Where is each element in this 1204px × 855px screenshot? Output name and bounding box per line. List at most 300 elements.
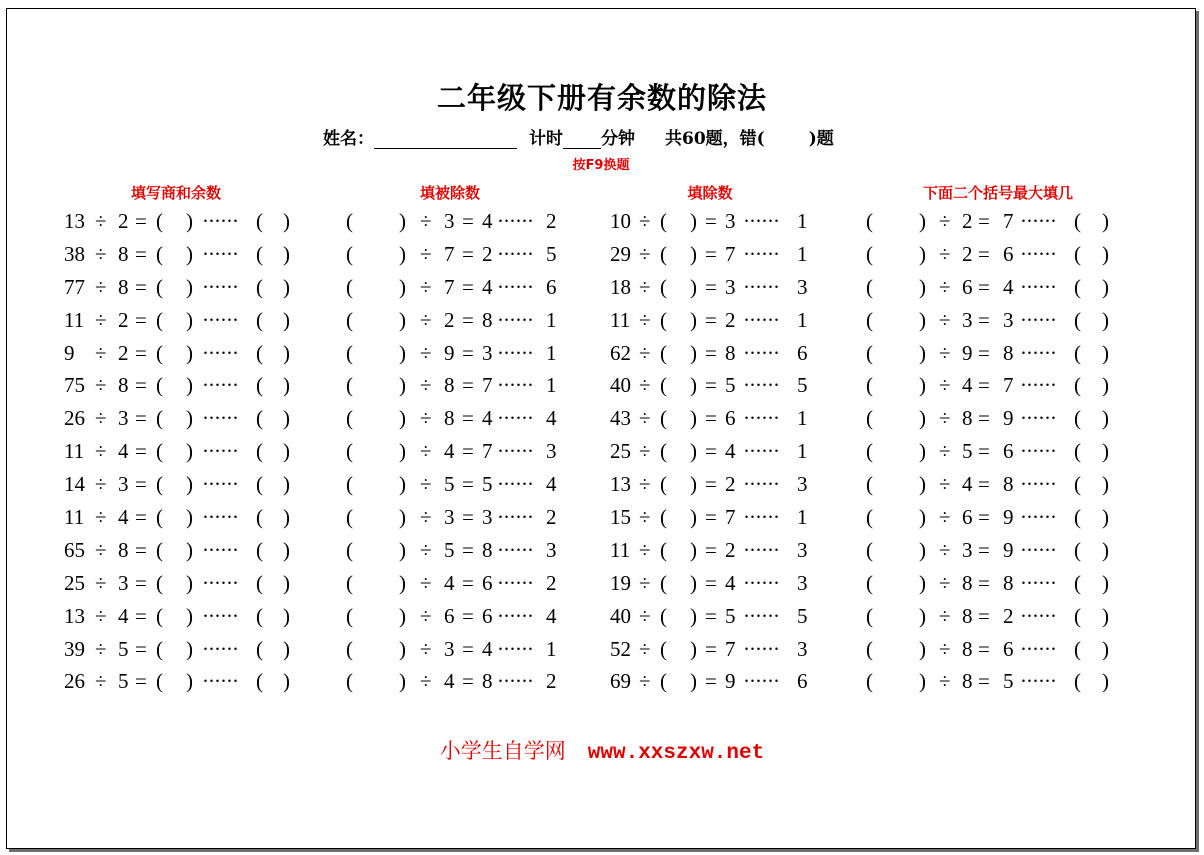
blank-remainder-close[interactable]: ): [1102, 274, 1109, 299]
blank-divisor-open[interactable]: (: [660, 274, 667, 299]
quotient: 8: [725, 340, 736, 365]
blank-dividend-open[interactable]: (: [866, 439, 873, 464]
quotient: 9: [1003, 505, 1014, 530]
remainder-dots: ······: [202, 439, 238, 464]
blank-dividend-close[interactable]: ): [399, 603, 406, 628]
blank-quotient-close[interactable]: ): [186, 603, 193, 628]
remainder-dots: ······: [743, 603, 779, 628]
blank-divisor-close[interactable]: ): [690, 472, 697, 497]
blank-divisor-open[interactable]: (: [660, 603, 667, 628]
blank-dividend-close[interactable]: ): [399, 537, 406, 562]
dividend: 13: [610, 472, 631, 497]
blank-dividend-open[interactable]: (: [866, 373, 873, 398]
quotient: 6: [482, 570, 493, 595]
blank-remainder-open[interactable]: (: [256, 340, 263, 365]
blank-quotient-open[interactable]: (: [156, 241, 163, 266]
blank-remainder-open[interactable]: (: [1074, 209, 1081, 233]
blank-divisor-open[interactable]: (: [660, 307, 667, 332]
blank-remainder-close[interactable]: ): [1102, 340, 1109, 365]
blank-divisor-close[interactable]: ): [690, 406, 697, 431]
blank-quotient-close[interactable]: ): [186, 373, 193, 398]
blank-dividend-open[interactable]: (: [346, 241, 353, 266]
blank-divisor-close[interactable]: ): [690, 241, 697, 266]
blank-remainder-open[interactable]: (: [256, 669, 263, 694]
blank-remainder-open[interactable]: (: [1074, 241, 1081, 266]
dividend: 18: [610, 274, 631, 299]
equals-sign: =: [462, 241, 474, 266]
dividend: 43: [610, 406, 631, 431]
blank-dividend-open[interactable]: (: [346, 439, 353, 464]
equals-sign: =: [462, 340, 474, 365]
blank-quotient-close[interactable]: ): [186, 505, 193, 530]
blank-dividend-close[interactable]: ): [919, 636, 926, 661]
blank-remainder-close[interactable]: ): [283, 274, 290, 299]
worksheet-title: 二年级下册有余数的除法: [436, 81, 767, 115]
equals-sign: =: [978, 669, 990, 694]
blank-dividend-open[interactable]: (: [866, 241, 873, 266]
divide-sign: ÷: [95, 373, 107, 398]
divisor: 8: [118, 537, 129, 562]
blank-remainder-close[interactable]: ): [283, 472, 290, 497]
remainder-dots: ······: [1020, 340, 1056, 365]
equals-sign: =: [135, 307, 147, 332]
blank-dividend-open[interactable]: (: [346, 472, 353, 497]
blank-remainder-close[interactable]: ): [1102, 439, 1109, 464]
blank-dividend-close[interactable]: ): [919, 373, 926, 398]
blank-divisor-close[interactable]: ): [690, 439, 697, 464]
blank-quotient-close[interactable]: ): [186, 340, 193, 365]
blank-remainder-close[interactable]: ): [1102, 669, 1109, 694]
blank-dividend-open[interactable]: (: [346, 406, 353, 431]
blank-remainder-open[interactable]: (: [256, 373, 263, 398]
remainder: 2: [546, 669, 557, 694]
blank-dividend-open[interactable]: (: [866, 472, 873, 497]
divide-sign: ÷: [939, 241, 951, 266]
blank-quotient-close[interactable]: ): [186, 570, 193, 595]
blank-remainder-open[interactable]: (: [1074, 472, 1081, 497]
remainder: 3: [797, 636, 808, 661]
blank-remainder-close[interactable]: ): [283, 570, 290, 595]
blank-quotient-open[interactable]: (: [156, 439, 163, 464]
blank-dividend-open[interactable]: (: [866, 603, 873, 628]
divide-sign: ÷: [639, 307, 651, 332]
blank-divisor-open[interactable]: (: [660, 209, 667, 233]
blank-divisor-close[interactable]: ): [690, 505, 697, 530]
equals-sign: =: [135, 373, 147, 398]
blank-divisor-close[interactable]: ): [690, 274, 697, 299]
blank-remainder-close[interactable]: ): [1102, 603, 1109, 628]
blank-dividend-close[interactable]: ): [919, 340, 926, 365]
dividend: 13: [64, 209, 85, 233]
divisor: 8: [962, 636, 973, 661]
divide-sign: ÷: [639, 636, 651, 661]
equals-sign: =: [135, 340, 147, 365]
remainder-dots: ······: [743, 307, 779, 332]
blank-dividend-close[interactable]: ): [399, 274, 406, 299]
blank-divisor-close[interactable]: ): [690, 209, 697, 233]
blank-divisor-close[interactable]: ): [690, 373, 697, 398]
equals-sign: =: [978, 603, 990, 628]
remainder-dots: ······: [202, 603, 238, 628]
blank-remainder-open[interactable]: (: [256, 603, 263, 628]
blank-remainder-close[interactable]: ): [283, 603, 290, 628]
blank-dividend-open[interactable]: (: [346, 209, 353, 233]
blank-remainder-open[interactable]: (: [1074, 406, 1081, 431]
blank-divisor-open[interactable]: (: [660, 241, 667, 266]
blank-remainder-close[interactable]: ): [283, 373, 290, 398]
remainder-dots: ······: [497, 636, 533, 661]
blank-remainder-open[interactable]: (: [1074, 307, 1081, 332]
blank-quotient-close[interactable]: ): [186, 669, 193, 694]
total-label: 共60题，错(: [665, 129, 765, 149]
blank-remainder-close[interactable]: ): [283, 439, 290, 464]
dividend: 29: [610, 241, 631, 266]
blank-remainder-open[interactable]: (: [1074, 537, 1081, 562]
dividend: 25: [64, 570, 85, 595]
blank-dividend-close[interactable]: ): [919, 537, 926, 562]
blank-quotient-open[interactable]: (: [156, 472, 163, 497]
blank-quotient-open[interactable]: (: [156, 209, 163, 233]
equals-sign: =: [978, 307, 990, 332]
divisor: 4: [118, 505, 129, 530]
blank-dividend-open[interactable]: (: [346, 669, 353, 694]
blank-quotient-close[interactable]: ): [186, 537, 193, 562]
blank-dividend-open[interactable]: (: [866, 669, 873, 694]
blank-dividend-close[interactable]: ): [919, 505, 926, 530]
divisor: 7: [444, 274, 455, 299]
dividend: 19: [610, 570, 631, 595]
equals-sign: =: [978, 241, 990, 266]
blank-dividend-open[interactable]: (: [866, 307, 873, 332]
blank-dividend-open[interactable]: (: [866, 570, 873, 595]
blank-quotient-open[interactable]: (: [156, 307, 163, 332]
blank-dividend-close[interactable]: ): [399, 209, 406, 233]
divide-sign: ÷: [639, 340, 651, 365]
blank-remainder-open[interactable]: (: [256, 209, 263, 233]
blank-quotient-open[interactable]: (: [156, 373, 163, 398]
blank-quotient-open[interactable]: (: [156, 537, 163, 562]
blank-quotient-open[interactable]: (: [156, 636, 163, 661]
blank-dividend-open[interactable]: (: [346, 340, 353, 365]
blank-dividend-open[interactable]: (: [866, 636, 873, 661]
equals-sign: =: [705, 505, 717, 530]
blank-dividend-close[interactable]: ): [399, 472, 406, 497]
blank-dividend-close[interactable]: ): [399, 406, 406, 431]
blank-dividend-close[interactable]: ): [399, 439, 406, 464]
blank-dividend-open[interactable]: (: [346, 603, 353, 628]
blank-divisor-open[interactable]: (: [660, 472, 667, 497]
blank-dividend-open[interactable]: (: [346, 570, 353, 595]
blank-dividend-close[interactable]: ): [399, 669, 406, 694]
blank-dividend-close[interactable]: ): [399, 636, 406, 661]
blank-divisor-open[interactable]: (: [660, 439, 667, 464]
remainder-dots: ······: [202, 570, 238, 595]
blank-dividend-open[interactable]: (: [866, 340, 873, 365]
remainder: 2: [546, 209, 557, 233]
blank-remainder-open[interactable]: (: [1074, 505, 1081, 530]
divide-sign: ÷: [95, 340, 107, 365]
blank-divisor-close[interactable]: ): [690, 636, 697, 661]
blank-dividend-close[interactable]: ): [399, 241, 406, 266]
divide-sign: ÷: [939, 669, 951, 694]
blank-remainder-close[interactable]: ): [1102, 636, 1109, 661]
dividend: 11: [610, 307, 631, 332]
remainder-dots: ······: [1020, 209, 1056, 233]
remainder-dots: ······: [1020, 406, 1056, 431]
blank-dividend-close[interactable]: ): [919, 570, 926, 595]
blank-dividend-close[interactable]: ): [919, 439, 926, 464]
divisor: 6: [444, 603, 455, 628]
blank-remainder-open[interactable]: (: [256, 570, 263, 595]
divide-sign: ÷: [95, 406, 107, 431]
equals-sign: =: [462, 406, 474, 431]
blank-quotient-close[interactable]: ): [186, 472, 193, 497]
remainder-dots: ······: [497, 505, 533, 530]
blank-quotient-open[interactable]: (: [156, 340, 163, 365]
quotient: 8: [1003, 570, 1014, 595]
blank-dividend-close[interactable]: ): [399, 307, 406, 332]
remainder: 4: [546, 603, 557, 628]
blank-remainder-open[interactable]: (: [256, 439, 263, 464]
equals-sign: =: [135, 209, 147, 233]
dividend: 69: [610, 669, 631, 694]
blank-remainder-close[interactable]: ): [1102, 307, 1109, 332]
blank-remainder-open[interactable]: (: [256, 505, 263, 530]
blank-remainder-open[interactable]: (: [1074, 636, 1081, 661]
remainder-dots: ······: [497, 537, 533, 562]
blank-remainder-open[interactable]: (: [256, 406, 263, 431]
blank-dividend-close[interactable]: ): [399, 505, 406, 530]
blank-remainder-close[interactable]: ): [283, 209, 290, 233]
blank-quotient-open[interactable]: (: [156, 669, 163, 694]
dividend: 11: [64, 505, 85, 530]
blank-remainder-close[interactable]: ): [1102, 373, 1109, 398]
blank-dividend-open[interactable]: (: [866, 274, 873, 299]
blank-divisor-close[interactable]: ): [690, 669, 697, 694]
divide-sign: ÷: [420, 603, 432, 628]
blank-remainder-close[interactable]: ): [1102, 406, 1109, 431]
blank-remainder-close[interactable]: ): [283, 307, 290, 332]
blank-divisor-open[interactable]: (: [660, 340, 667, 365]
blank-remainder-close[interactable]: ): [1102, 209, 1109, 233]
name-label: 姓名：: [323, 129, 374, 149]
blank-remainder-open[interactable]: (: [256, 241, 263, 266]
blank-remainder-open[interactable]: (: [256, 537, 263, 562]
blank-remainder-open[interactable]: (: [256, 636, 263, 661]
blank-remainder-close[interactable]: ): [1102, 472, 1109, 497]
remainder: 5: [797, 373, 808, 398]
blank-dividend-open[interactable]: (: [346, 274, 353, 299]
blank-quotient-open[interactable]: (: [156, 570, 163, 595]
blank-divisor-open[interactable]: (: [660, 406, 667, 431]
blank-dividend-open[interactable]: (: [866, 406, 873, 431]
divisor: 3: [444, 636, 455, 661]
remainder: 1: [546, 307, 557, 332]
blank-divisor-close[interactable]: ): [690, 570, 697, 595]
blank-dividend-open[interactable]: (: [346, 373, 353, 398]
quotient: 4: [482, 406, 493, 431]
divide-sign: ÷: [639, 472, 651, 497]
blank-dividend-open[interactable]: (: [866, 505, 873, 530]
blank-divisor-close[interactable]: ): [690, 340, 697, 365]
divisor: 4: [444, 439, 455, 464]
remainder: 1: [797, 241, 808, 266]
blank-dividend-close[interactable]: ): [919, 603, 926, 628]
blank-dividend-close[interactable]: ): [919, 241, 926, 266]
divisor: 8: [962, 570, 973, 595]
divide-sign: ÷: [939, 505, 951, 530]
divide-sign: ÷: [95, 274, 107, 299]
blank-quotient-close[interactable]: ): [186, 241, 193, 266]
remainder-dots: ······: [743, 636, 779, 661]
dividend: 62: [610, 340, 631, 365]
remainder-dots: ······: [1020, 636, 1056, 661]
dividend: 11: [64, 307, 85, 332]
remainder-dots: ······: [497, 307, 533, 332]
equals-sign: =: [978, 373, 990, 398]
blank-quotient-close[interactable]: ): [186, 636, 193, 661]
blank-dividend-close[interactable]: ): [919, 307, 926, 332]
blank-dividend-open[interactable]: (: [346, 537, 353, 562]
blank-quotient-close[interactable]: ): [186, 274, 193, 299]
blank-remainder-open[interactable]: (: [256, 307, 263, 332]
blank-dividend-open[interactable]: (: [866, 537, 873, 562]
blank-remainder-close[interactable]: ): [1102, 241, 1109, 266]
blank-remainder-close[interactable]: ): [283, 669, 290, 694]
divide-sign: ÷: [939, 537, 951, 562]
blank-divisor-close[interactable]: ): [690, 537, 697, 562]
blank-dividend-close[interactable]: ): [919, 669, 926, 694]
quotient: 8: [1003, 472, 1014, 497]
divisor: 8: [444, 406, 455, 431]
blank-dividend-close[interactable]: ): [399, 570, 406, 595]
blank-remainder-close[interactable]: ): [283, 505, 290, 530]
blank-remainder-open[interactable]: (: [1074, 570, 1081, 595]
remainder-dots: ······: [1020, 570, 1056, 595]
divide-sign: ÷: [939, 209, 951, 233]
blank-quotient-close[interactable]: ): [186, 209, 193, 233]
blank-divisor-close[interactable]: ): [690, 603, 697, 628]
quotient: 6: [1003, 439, 1014, 464]
divisor: 2: [118, 340, 129, 365]
blank-remainder-close[interactable]: ): [283, 241, 290, 266]
remainder: 1: [546, 636, 557, 661]
dividend: 15: [610, 505, 631, 530]
remainder: 5: [797, 603, 808, 628]
remainder-dots: ······: [743, 241, 779, 266]
blank-divisor-open[interactable]: (: [660, 636, 667, 661]
blank-divisor-open[interactable]: (: [660, 505, 667, 530]
blank-dividend-close[interactable]: ): [919, 209, 926, 233]
blank-divisor-open[interactable]: (: [660, 570, 667, 595]
blank-remainder-close[interactable]: ): [1102, 570, 1109, 595]
timer-field[interactable]: [563, 128, 601, 149]
blank-divisor-open[interactable]: (: [660, 373, 667, 398]
blank-remainder-close[interactable]: ): [1102, 505, 1109, 530]
blank-divisor-close[interactable]: ): [690, 307, 697, 332]
dividend: 10: [610, 209, 631, 233]
equals-sign: =: [462, 570, 474, 595]
equals-sign: =: [462, 373, 474, 398]
blank-dividend-close[interactable]: ): [919, 472, 926, 497]
quotient: 8: [482, 669, 493, 694]
blank-dividend-open[interactable]: (: [346, 505, 353, 530]
blank-remainder-open[interactable]: (: [1074, 669, 1081, 694]
blank-remainder-open[interactable]: (: [1074, 373, 1081, 398]
blank-dividend-close[interactable]: ): [919, 274, 926, 299]
blank-remainder-close[interactable]: ): [283, 340, 290, 365]
quotient: 3: [1003, 307, 1014, 332]
quotient: 7: [725, 241, 736, 266]
blank-quotient-open[interactable]: (: [156, 274, 163, 299]
quotient: 4: [482, 636, 493, 661]
blank-quotient-close[interactable]: ): [186, 307, 193, 332]
divide-sign: ÷: [95, 241, 107, 266]
remainder: 4: [546, 406, 557, 431]
remainder-dots: ······: [743, 439, 779, 464]
equals-sign: =: [705, 472, 717, 497]
quotient: 5: [1003, 669, 1014, 694]
remainder-dots: ······: [497, 669, 533, 694]
remainder: 1: [797, 406, 808, 431]
blank-quotient-close[interactable]: ): [186, 406, 193, 431]
blank-dividend-open[interactable]: (: [346, 636, 353, 661]
footer-url-link[interactable]: www.xxszxw.net: [587, 742, 765, 765]
blank-divisor-open[interactable]: (: [660, 669, 667, 694]
blank-quotient-open[interactable]: (: [156, 603, 163, 628]
blank-divisor-open[interactable]: (: [660, 537, 667, 562]
blank-dividend-open[interactable]: (: [346, 307, 353, 332]
remainder: 3: [797, 472, 808, 497]
blank-dividend-close[interactable]: ): [399, 373, 406, 398]
divisor: 5: [118, 636, 129, 661]
blank-remainder-open[interactable]: (: [1074, 340, 1081, 365]
blank-remainder-close[interactable]: ): [283, 537, 290, 562]
blank-quotient-close[interactable]: ): [186, 439, 193, 464]
blank-remainder-close[interactable]: ): [1102, 537, 1109, 562]
blank-remainder-close[interactable]: ): [283, 636, 290, 661]
remainder-dots: ······: [1020, 505, 1056, 530]
name-field[interactable]: [374, 128, 517, 149]
blank-remainder-open[interactable]: (: [256, 472, 263, 497]
divide-sign: ÷: [95, 472, 107, 497]
blank-quotient-open[interactable]: (: [156, 505, 163, 530]
quotient: 7: [482, 439, 493, 464]
quotient: 2: [725, 537, 736, 562]
blank-quotient-open[interactable]: (: [156, 406, 163, 431]
total-end-label: )题: [808, 129, 834, 149]
equals-sign: =: [978, 505, 990, 530]
dividend: 11: [64, 439, 85, 464]
equals-sign: =: [705, 636, 717, 661]
remainder: 6: [546, 274, 557, 299]
blank-remainder-close[interactable]: ): [283, 406, 290, 431]
blank-remainder-open[interactable]: (: [1074, 439, 1081, 464]
dividend: 77: [64, 274, 85, 299]
remainder: 2: [546, 570, 557, 595]
blank-remainder-open[interactable]: (: [256, 274, 263, 299]
equals-sign: =: [462, 669, 474, 694]
blank-dividend-open[interactable]: (: [866, 209, 873, 233]
divide-sign: ÷: [95, 307, 107, 332]
blank-dividend-close[interactable]: ): [399, 340, 406, 365]
equals-sign: =: [705, 274, 717, 299]
blank-remainder-open[interactable]: (: [1074, 603, 1081, 628]
blank-dividend-close[interactable]: ): [919, 406, 926, 431]
blank-remainder-open[interactable]: (: [1074, 274, 1081, 299]
remainder-dots: ······: [743, 505, 779, 530]
divisor: 2: [118, 307, 129, 332]
